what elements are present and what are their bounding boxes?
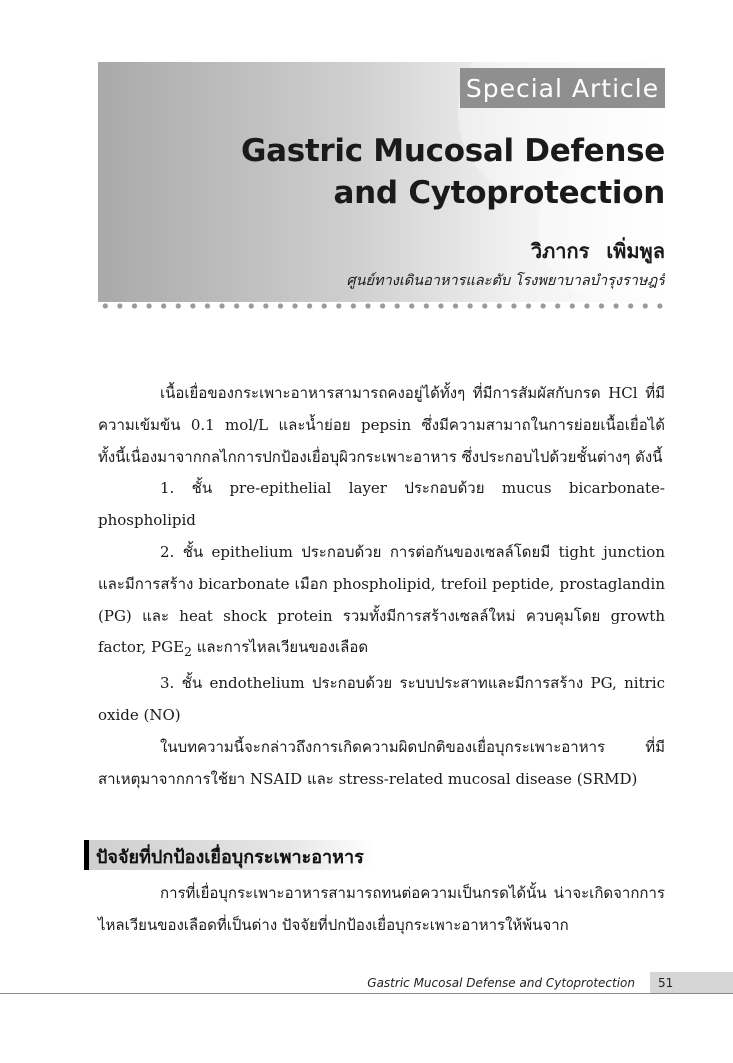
article-type-tag: Special Article	[460, 68, 665, 108]
running-title: Gastric Mucosal Defense and Cytoprotection	[367, 976, 635, 990]
dotted-divider	[98, 302, 665, 310]
subscript: 2	[184, 644, 192, 660]
footer-rule	[0, 993, 733, 994]
list-item-1: 1. ชั้น pre-epithelial layer ประกอบด้วย mucus bicarbonate-phospholipid	[98, 479, 665, 530]
list-item-2-tail: และการไหลเวียนของเลือด	[192, 638, 369, 657]
list-item-2	[98, 537, 665, 668]
title-line-2: and Cytoprotection	[333, 175, 665, 211]
header-banner	[98, 62, 665, 302]
list-item-2-text: 2. ชั้น epithelium ประกอบด้วย การต่อกันของเซลล์โดยมี tight junction และมีการสร้าง bicarbonate เมือก phospholipid, trefoil peptide, prostaglandin (PG) และ heat shock protein รวมทั้งมีการสร้างเซลล์ใหม่ ควบคุมโดย growth factor, PGE	[98, 542, 665, 657]
article-title	[241, 130, 665, 214]
closing-paragraph: ในบทความนี้จะกล่าวถึงการเกิดความผิดปกติของเยื่อบุกระเพาะอาหาร ที่มีสาเหตุมาจากการใช้ยา NSAID และ stress-related mucosal disease (SRMD)	[98, 737, 665, 788]
author-affiliation: ศูนย์ทางเดินอาหารและตับ โรงพยาบาลบำรุงราษฎร์	[346, 273, 665, 289]
section-body	[98, 878, 665, 942]
page-number: 51	[650, 972, 733, 994]
article-body	[98, 378, 665, 795]
section-heading-text: ปัจจัยที่ปกป้องเยื่อบุกระเพาะอาหาร	[96, 847, 364, 868]
section-heading	[84, 838, 374, 872]
list-item-3: 3. ชั้น endothelium ประกอบด้วย ระบบประสาทและมีการสร้าง PG, nitric oxide (NO)	[98, 674, 665, 724]
author-name: วิภากร เพิ่มพูล	[530, 239, 665, 263]
title-line-1: Gastric Mucosal Defense	[240, 133, 665, 169]
intro-paragraph: เนื้อเยื่อของกระเพาะอาหารสามารถคงอยู่ได้ทั้งๆ ที่มีการสัมผัสกับกรด HCl ที่มีความเข้มข้น 0.1 mol/L และน้ำย่อย pepsin ซึ่งมีความสามาถในการย่อยเนื้อเยื่อได้ ทั้งนี้เนื่องมาจากกลไกการปกป้องเยื่อบุผิวกระเพาะอาหาร ซึ่งประกอบไปด้วยชั้นต่างๆ ดังนี้	[98, 384, 665, 466]
section-paragraph: การที่เยื่อบุกระเพาะอาหารสามารถทนต่อความเป็นกรดได้นั้น น่าจะเกิดจากการไหลเวียนของเลือดที่เป็นด่าง ปัจจัยที่ปกป้องเยื่อบุกระเพาะอาหารให้พ้นจาก	[98, 884, 665, 934]
